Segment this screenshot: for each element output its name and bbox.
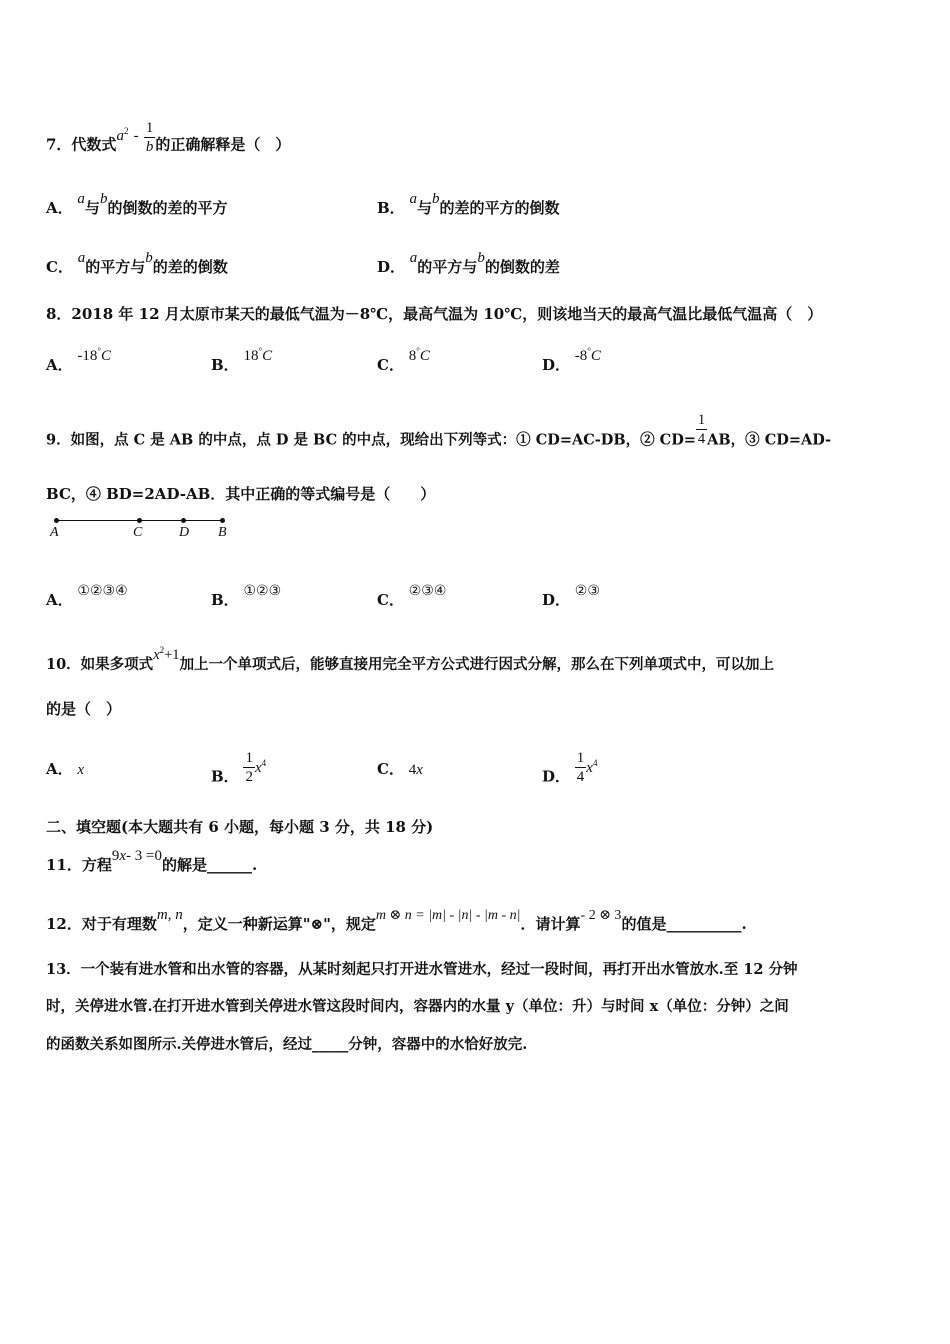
q12-suffix: 的值是__________. [621,915,747,933]
q7-frac-num: 1 [145,120,154,136]
q9-stem-line1 [46,412,832,459]
option-frac-den: 4 [576,769,585,785]
q9-frac-num: 1 [697,412,706,428]
q8-option-c [377,346,430,376]
option-label: B． [211,767,239,786]
q7-stem [46,120,291,164]
q7-option-d [377,250,560,278]
option-number: 8 [408,348,417,364]
option-value: ②③ [574,583,600,599]
option-unit: C [262,348,273,364]
q10-poly-rest: +1 [164,646,180,663]
option-number: 8 [579,348,588,364]
option-var: b [477,250,485,266]
point-d-label: D [179,525,190,540]
q7-expr-minus: - [133,127,139,144]
option-label: B． [211,591,239,609]
point-d-dot [181,518,186,523]
option-var: a [77,191,85,207]
option-label: D． [377,258,406,276]
option-var: b [145,250,153,266]
q10-stem-line2: 的是（ ） [46,700,122,718]
option-var: a [409,250,418,266]
q7-stem-suffix: 的正确解释是（ ） [155,135,291,154]
option-number: 18 [243,348,259,364]
q9-stem-part1: 9．如图，点 C 是 AB 的中点，点 D 是 BC 的中点，现给出下列等式：① CD=AC-DB，② CD= [46,431,696,449]
option-label: A． [46,760,73,778]
option-unit: C [419,348,430,364]
option-label: C． [46,258,73,276]
q11-stem [46,848,258,876]
option-sign: - [77,348,83,364]
q13-line3: 的函数关系如图所示.关停进水管后，经过_____分钟，容器中的水恰好放完. [46,1036,528,1053]
option-frac-num: 1 [576,750,585,766]
q8-option-a [46,346,112,376]
option-value: ①②③④ [77,583,128,599]
q12-mid2: ．请计算 [520,915,581,933]
option-label: D． [542,356,571,374]
option-value: ②③④ [408,583,447,599]
option-degree: ° [258,346,263,356]
option-text: 的平方与 [417,258,478,276]
option-text: 的倒数的差的平方 [107,199,228,217]
q12-rule: m ⊗ n = |m| - |n| - |m - n| [375,908,521,923]
q10-option-b [211,750,267,796]
q10-option-d [542,750,598,796]
q11-eq-var: x [119,848,127,864]
q9-stem-line2: BC，④ BD=2AD-AB．其中正确的等式编号是（ ） [46,485,436,503]
q11-suffix: 的解是______. [162,856,258,874]
option-label: C． [377,591,404,609]
q8-stem: 8．2018 年 12 月太原市某天的最低气温为－8℃，最高气温为 10℃，则该地当天的最高气温比最低气温高（ ） [46,305,823,323]
option-value: ①②③ [243,583,282,599]
option-var: x [77,762,85,778]
q7-expr-a: a [116,127,124,144]
option-label: C． [377,760,404,778]
q9-segment-figure [48,514,238,546]
option-label: A． [46,591,73,609]
point-c-dot [137,518,142,523]
option-label: C． [377,356,404,374]
section-2-title: 二、填空题(本大题共有 6 小题，每小题 3 分，共 18 分) [46,818,434,836]
q12-stem [46,907,747,936]
option-degree: ° [97,346,102,356]
q7-frac-den: b [145,139,154,155]
option-label: A． [46,356,73,374]
option-var: b [99,191,108,207]
q7-stem-prefix: 7．代数式 [46,135,117,154]
option-text: 的倒数的差 [484,258,560,276]
q9-option-b [211,583,282,611]
q10-poly-x: x [153,646,160,663]
option-number: 18 [82,348,98,364]
option-var: b [431,191,440,207]
q12-calc: - 2 ⊗ 3 [580,908,622,923]
q10-option-a [46,759,84,780]
option-text: 的差的平方的倒数 [439,199,560,217]
option-degree: ° [416,346,420,356]
option-text: 的平方与 [85,258,146,276]
option-unit: C [101,348,112,364]
option-text: 与 [84,199,100,217]
option-fraction [243,749,255,786]
q9-option-d [542,583,600,611]
q10-stem-prefix: 10．如果多项式 [46,655,154,673]
q8-option-d [542,346,601,376]
q10-stem-suffix: 加上一个单项式后，能够直接用完全平方公式进行因式分解，那么在下列单项式中，可以加上 [179,655,775,673]
option-var: a [77,250,86,266]
q9-frac-den: 4 [697,431,706,447]
q11-eq-rest: - 3 =0 [126,848,163,864]
q12-mid1: ，定义一种新运算"⊗"，规定 [182,915,376,933]
q11-eq-coef: 9 [111,848,120,864]
option-degree: ° [587,346,591,356]
option-unit: C [590,348,601,364]
option-label: A． [46,199,73,217]
q13-line1: 13．一个装有进水管和出水管的容器，从某时刻起只打开进水管进水，经过一段时间，再打开出水管放水.至 12 分钟 [46,961,798,978]
option-fraction [575,749,587,786]
option-text: 与 [416,199,432,217]
q12-prefix: 12．对于有理数 [46,915,157,933]
option-var: x [586,759,593,776]
q7-option-a [46,191,228,219]
q7-expr-sq: 2 [123,125,129,136]
q10-option-c [377,759,423,780]
q7-option-b [377,191,560,219]
option-label: D． [542,767,571,786]
q10-poly-exp: 2 [159,645,165,655]
q7-fraction [144,119,156,156]
option-exp: 4 [261,757,267,768]
q7-option-c [46,250,228,278]
point-a-dot [54,518,59,523]
option-var: a [409,191,417,207]
q13-line2: 时，关停进水管.在打开进水管到关停进水管这段时间内，容器内的水量 y（单位：升）与时间 x（单位：分钟）之间 [46,998,789,1015]
option-label: D． [542,591,571,609]
option-text: 的差的倒数 [152,258,228,276]
q12-vars: m, n [156,907,183,923]
option-frac-num: 1 [245,750,253,766]
option-coef: 4 [408,762,417,778]
point-a-label: A [50,525,59,540]
point-c-label: C [133,525,143,540]
option-var: x [254,759,262,776]
option-frac-den: 2 [245,769,253,785]
q8-option-b [211,346,273,376]
point-b-dot [220,518,225,523]
q9-fraction [696,411,707,448]
q9-option-c [377,583,447,611]
q9-stem-part2: AB，③ CD=AD- [707,431,832,449]
option-label: B． [377,199,405,217]
option-label: B． [211,356,239,374]
option-sign: - [574,348,580,364]
option-var: x [416,762,423,778]
q10-stem-line1 [46,645,775,675]
option-exp: 4 [592,757,598,768]
q9-option-a [46,583,128,611]
point-b-label: B [218,525,227,540]
q11-prefix: 11．方程 [46,856,112,874]
